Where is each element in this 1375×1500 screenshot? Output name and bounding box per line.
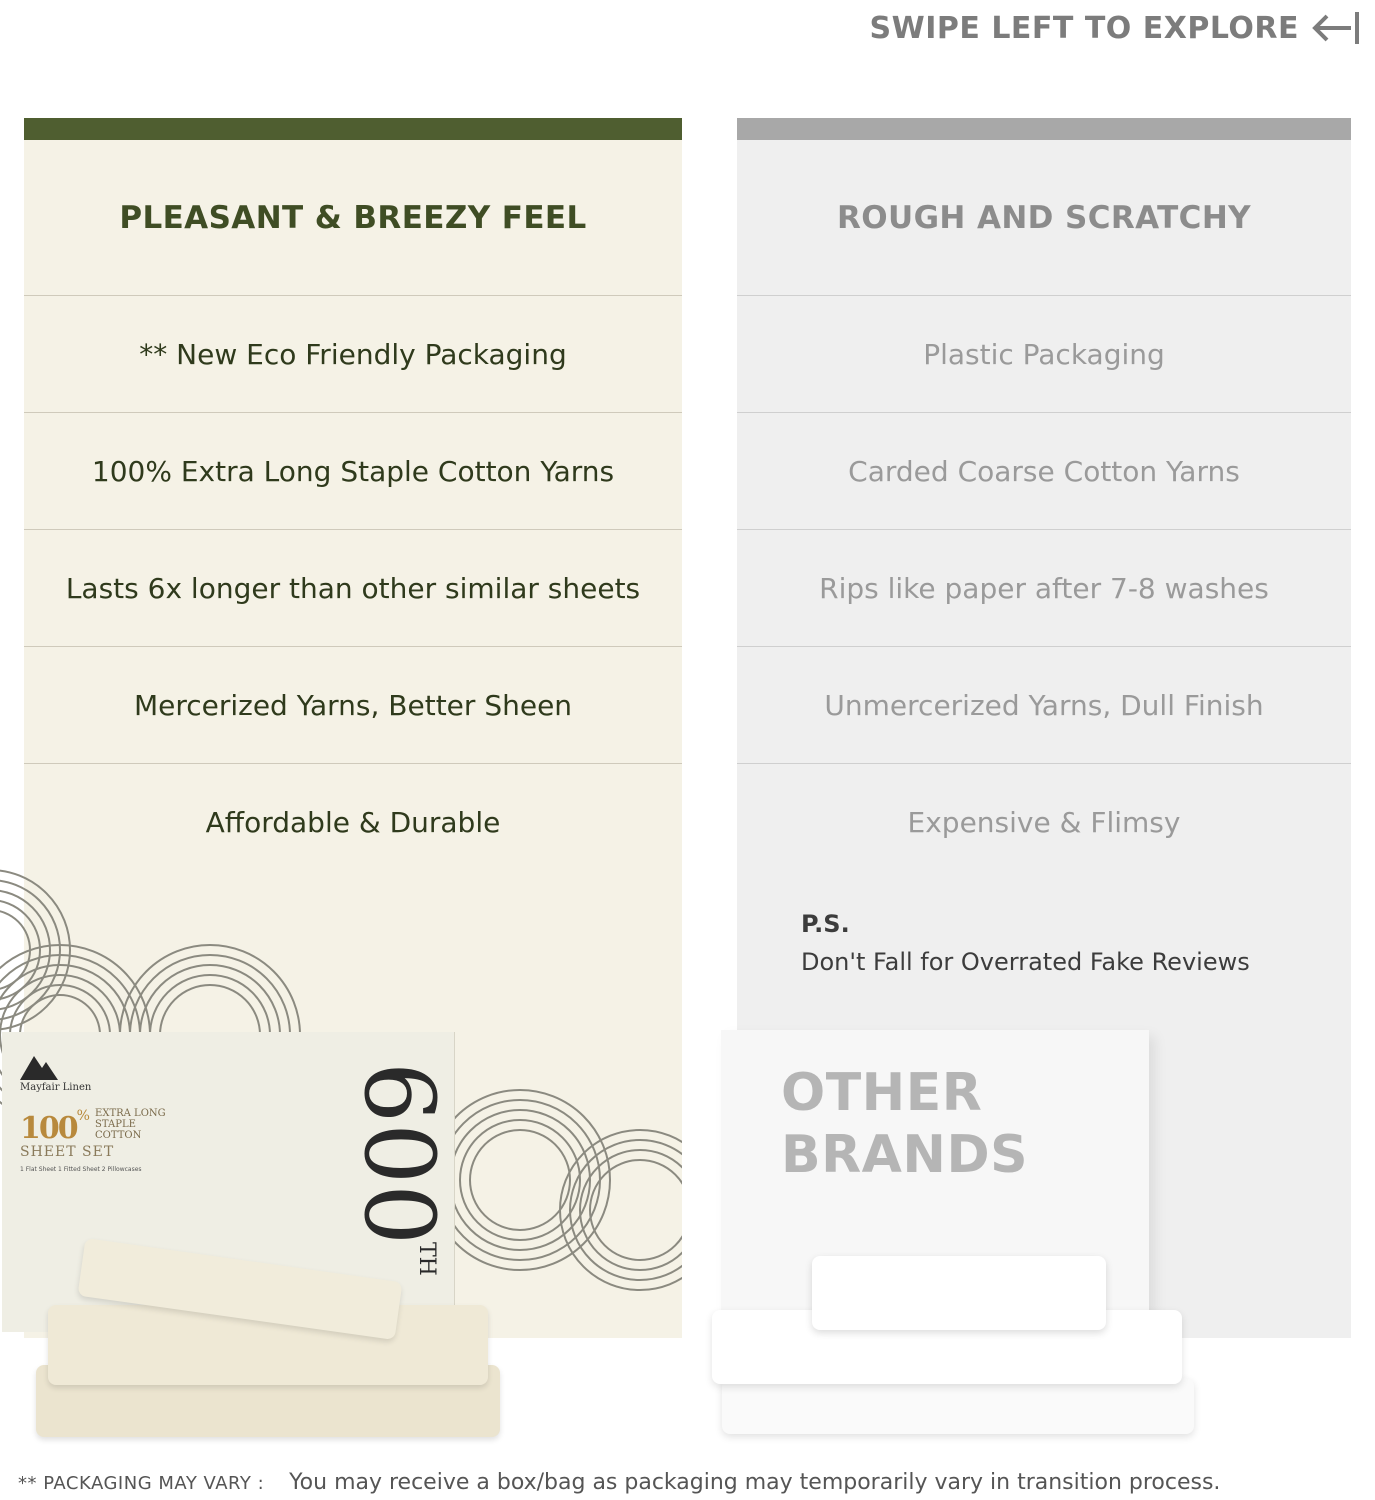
feature-row: Unmercerized Yarns, Dull Finish	[737, 646, 1351, 763]
feature-row: Rips like paper after 7-8 washes	[737, 529, 1351, 646]
swipe-hint	[870, 8, 1363, 48]
brand-name: Mayfair Linen	[20, 1082, 92, 1093]
other-brands-line1: OTHER	[781, 1063, 983, 1123]
sheet-items: 1 Flat Sheet 1 Fitted Sheet 2 Pillowcases	[20, 1166, 142, 1173]
column-heading: PLEASANT & BREEZY FEEL	[119, 199, 587, 236]
feature-list	[737, 295, 1351, 880]
sheet-set-label: SHEET SET	[20, 1144, 115, 1160]
footnote-text: You may receive a box/bag as packaging may temporarily vary in transition process.	[289, 1470, 1221, 1495]
column-accent-bar	[737, 118, 1351, 140]
feature-row: Carded Coarse Cotton Yarns	[737, 412, 1351, 529]
feature-row: Lasts 6x longer than other similar sheets	[24, 529, 682, 646]
feature-list	[24, 295, 682, 880]
other-brands-line2: BRANDS	[781, 1125, 1029, 1185]
feature-row: Affordable & Durable	[24, 763, 682, 880]
ps-text: Don't Fall for Overrated Fake Reviews	[801, 948, 1250, 976]
feature-row: Expensive & Flimsy	[737, 763, 1351, 880]
packaging-footnote	[18, 1470, 1375, 1500]
feature-row: ** New Eco Friendly Packaging	[24, 295, 682, 412]
pillowcase	[812, 1256, 1106, 1330]
cotton-label	[20, 1108, 185, 1146]
brand-logo	[20, 1050, 91, 1093]
swipe-hint-text: SWIPE LEFT TO EXPLORE	[869, 10, 1299, 46]
column-heading: ROUGH AND SCRATCHY	[836, 199, 1252, 236]
folded-sheet	[722, 1378, 1194, 1434]
ps-title: P.S.	[801, 910, 850, 938]
percent-value: 100	[20, 1111, 77, 1146]
footnote-label: ** PACKAGING MAY VARY :	[18, 1473, 265, 1494]
mountain-icon	[20, 1050, 58, 1080]
thread-count-suffix: TH	[414, 1242, 439, 1276]
thread-count: 600	[343, 1062, 455, 1246]
feature-row: Plastic Packaging	[737, 295, 1351, 412]
ps-note	[801, 905, 1250, 981]
other-brands-label	[781, 1062, 1028, 1186]
arrow-left-icon	[1309, 8, 1363, 48]
feature-row: Mercerized Yarns, Better Sheen	[24, 646, 682, 763]
feature-row: 100% Extra Long Staple Cotton Yarns	[24, 412, 682, 529]
percent-sign: %	[76, 1108, 90, 1124]
cotton-label-text: EXTRA LONG STAPLE COTTON	[95, 1108, 166, 1141]
column-accent-bar	[24, 118, 682, 140]
